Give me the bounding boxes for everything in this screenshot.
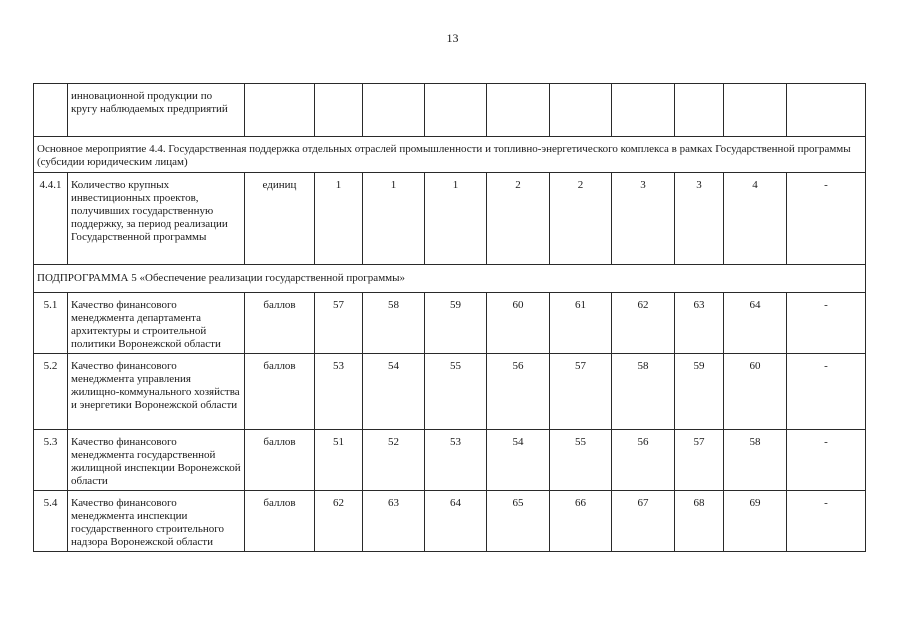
table-row [34,293,866,354]
value-cell: 57 [550,354,612,430]
unit-cell: баллов [245,430,315,491]
value-cell: 62 [315,491,363,552]
value-cell: 65 [487,491,550,552]
indicator-name: Качество финансового менеджмента департамента архитектуры и строительной политики Воронежской области [68,293,245,354]
value-cell: 67 [612,491,675,552]
row-number: 5.2 [34,354,68,430]
unit-cell: баллов [245,491,315,552]
value-cell: 56 [612,430,675,491]
unit-cell: баллов [245,293,315,354]
page-number: 13 [446,31,459,45]
value-cell: 60 [487,293,550,354]
value-cell: 51 [315,430,363,491]
value-cell: - [787,491,866,552]
value-cell: 57 [675,430,724,491]
value-cell [487,84,550,137]
indicator-name: инновационной продукции по кругу наблюдаемых предприятий [68,84,245,137]
row-number [34,84,68,137]
value-cell: - [787,173,866,265]
unit-cell: баллов [245,354,315,430]
value-cell: 63 [675,293,724,354]
value-cell: 64 [425,491,487,552]
value-cell: 57 [315,293,363,354]
indicators-table [33,83,866,552]
value-cell: 53 [315,354,363,430]
section-title: Основное мероприятие 4.4. Государственная поддержка отдельных отраслей промышленности и топливно-энергетического комплекса в рамках Государственной программы (субсидии юридическим лицам) [34,137,866,173]
table-row [34,491,866,552]
value-cell: 4 [724,173,787,265]
row-number: 5.3 [34,430,68,491]
row-number: 5.1 [34,293,68,354]
value-cell: 3 [612,173,675,265]
row-number: 5.4 [34,491,68,552]
unit-cell [245,84,315,137]
table-row [34,430,866,491]
table-row [34,354,866,430]
value-cell: 61 [550,293,612,354]
value-cell: 54 [487,430,550,491]
table-row [34,84,866,137]
value-cell [675,84,724,137]
indicator-name: Качество финансового менеджмента государственной жилищной инспекции Воронежской области [68,430,245,491]
value-cell: 1 [315,173,363,265]
value-cell: 68 [675,491,724,552]
indicator-name: Качество финансового менеджмента управления жилищно-коммунального хозяйства и энергетики Воронежской области [68,354,245,430]
value-cell: - [787,430,866,491]
value-cell [612,84,675,137]
value-cell [787,84,866,137]
value-cell: 59 [425,293,487,354]
value-cell: - [787,354,866,430]
value-cell: 1 [425,173,487,265]
value-cell [425,84,487,137]
value-cell: 63 [363,491,425,552]
value-cell: 3 [675,173,724,265]
value-cell: 56 [487,354,550,430]
value-cell: 60 [724,354,787,430]
value-cell: 58 [612,354,675,430]
value-cell [315,84,363,137]
value-cell: 66 [550,491,612,552]
value-cell: - [787,293,866,354]
value-cell: 58 [724,430,787,491]
value-cell: 53 [425,430,487,491]
value-cell: 58 [363,293,425,354]
value-cell: 55 [425,354,487,430]
table-row [34,173,866,265]
indicator-name: Количество крупных инвестиционных проектов, получивших государственную поддержку, за период реализации Государственной программы [68,173,245,265]
value-cell [724,84,787,137]
value-cell: 54 [363,354,425,430]
value-cell: 55 [550,430,612,491]
value-cell [550,84,612,137]
section-row [34,265,866,293]
section-title: ПОДПРОГРАММА 5 «Обеспечение реализации государственной программы» [34,265,866,293]
value-cell [363,84,425,137]
value-cell: 2 [550,173,612,265]
unit-cell: единиц [245,173,315,265]
value-cell: 64 [724,293,787,354]
section-row [34,137,866,173]
value-cell: 1 [363,173,425,265]
value-cell: 62 [612,293,675,354]
indicator-name: Качество финансового менеджмента инспекции государственного строительного надзора Воронежской области [68,491,245,552]
value-cell: 69 [724,491,787,552]
value-cell: 52 [363,430,425,491]
row-number: 4.4.1 [34,173,68,265]
value-cell: 59 [675,354,724,430]
value-cell: 2 [487,173,550,265]
